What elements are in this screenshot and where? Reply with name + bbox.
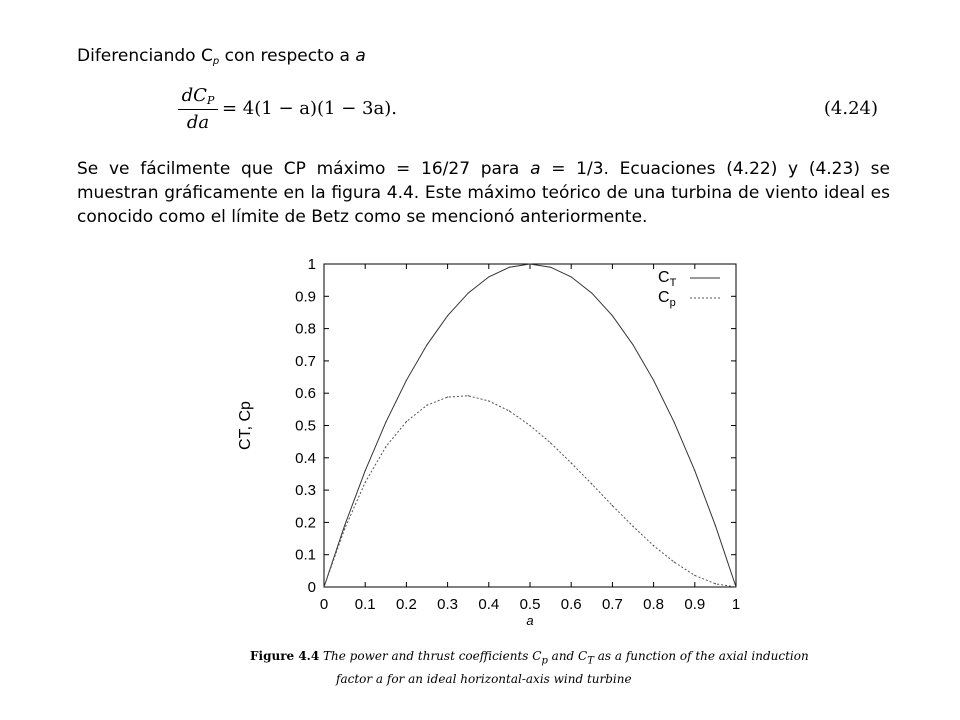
x-tick-label: 1 (731, 596, 741, 613)
x-axis-label: a (526, 613, 534, 628)
data-point-cp (529, 425, 530, 426)
data-point-cp (591, 483, 592, 484)
data-point-ct (488, 276, 489, 277)
data-point-cp (426, 405, 427, 406)
data-point-ct (406, 380, 407, 381)
y-tick-label: 1 (307, 256, 316, 273)
data-point-cp (550, 442, 551, 443)
data-point-ct (612, 315, 613, 316)
data-point-cp (344, 528, 345, 529)
x-tick-label: 0.5 (519, 596, 541, 613)
data-point-cp (468, 395, 469, 396)
x-tick-label: 0.2 (395, 596, 417, 613)
intro-text: Diferenciando C (77, 46, 213, 66)
data-point-ct (385, 422, 386, 423)
y-tick-label: 0.3 (295, 482, 316, 500)
data-point-cp (571, 462, 572, 463)
data-point-ct (571, 276, 572, 277)
data-point-cp (612, 505, 613, 506)
y-tick-label: 0.8 (295, 320, 316, 338)
intro-rest: con respecto a (219, 46, 356, 66)
paragraph-part1: Se ve fácilmente que CP máximo = 16/27 para (77, 159, 531, 179)
data-point-ct (632, 344, 633, 345)
data-point-ct (529, 263, 530, 264)
data-point-cp (385, 446, 386, 447)
data-point-ct (468, 292, 469, 293)
legend-label-cp: $C_p$ (658, 289, 676, 309)
data-point-cp (447, 396, 448, 397)
equation-rhs: = 4(1 − a)(1 − 3a). (222, 98, 397, 119)
legend-label-ct: $C_T$ (658, 269, 677, 289)
data-point-ct (509, 267, 510, 268)
x-tick-label: 0.4 (478, 596, 500, 613)
series-line-cp (324, 396, 736, 587)
x-tick-label: 0.1 (354, 596, 376, 613)
paragraph-part2: = 1/3. Ecuaciones (4.22) y (4.23) se muestran gráficamente en la figura 4.4. Este máximo teórico de una turbina de viento ideal es conocido como el límite de Betz como se mencionó anteriormente. (77, 159, 890, 227)
x-tick-label: 0 (319, 596, 329, 613)
y-tick-label: 0.5 (295, 417, 316, 435)
data-point-ct (694, 470, 695, 471)
data-point-cp (735, 586, 736, 587)
data-point-cp (509, 410, 510, 411)
data-point-cp (653, 545, 654, 546)
caption-sub-p: p (541, 655, 548, 667)
data-point-ct (591, 292, 592, 293)
data-point-cp (674, 562, 675, 563)
y-tick-label: 0.7 (295, 352, 316, 370)
data-point-cp (406, 421, 407, 422)
data-point-cp (694, 575, 695, 576)
caption-sub-t: T (587, 655, 594, 667)
y-tick-label: 0.9 (295, 288, 316, 306)
data-point-ct (344, 525, 345, 526)
figure-caption: Figure 4.4 The power and thrust coefficients $C_p$ and $C_T$ as a function of the axial induction factor a for an ideal horizontal-axis wind turbine (250, 647, 850, 689)
data-point-cp (715, 583, 716, 584)
x-tick-label: 0.3 (437, 596, 459, 613)
x-tick-label: 0.9 (684, 596, 706, 613)
fraction-numerator: $dC_P$ (181, 85, 215, 107)
y-tick-label: 0.6 (295, 385, 316, 403)
data-point-cp (632, 526, 633, 527)
x-tick-label: 0.8 (643, 596, 665, 613)
y-tick-label: 0.4 (295, 449, 316, 467)
x-tick-label: 0.6 (560, 596, 582, 613)
data-point-ct (674, 422, 675, 423)
data-point-cp (365, 482, 366, 483)
data-point-ct (550, 267, 551, 268)
numerator-subscript: P (206, 94, 215, 107)
data-point-ct (715, 525, 716, 526)
y-tick-label: 0.1 (295, 546, 316, 564)
paragraph-variable: a (530, 159, 541, 179)
x-tick-label: 0.7 (601, 596, 623, 613)
y-tick-label: 0.2 (295, 514, 316, 532)
y-tick-label: 0 (307, 579, 316, 596)
data-point-cp (323, 586, 324, 587)
data-point-ct (653, 380, 654, 381)
equation-number: (4.24) (823, 98, 878, 119)
intro-subscript: p (212, 56, 220, 67)
caption-label: Figure 4.4 (250, 649, 320, 663)
data-point-ct (447, 315, 448, 316)
fraction-denominator: da (186, 112, 210, 133)
y-axis-label: CT, Cp (237, 401, 254, 450)
intro-variable: a (355, 46, 366, 66)
data-point-cp (488, 400, 489, 401)
data-point-ct (426, 344, 427, 345)
data-point-ct (365, 470, 366, 471)
caption-line2: factor a for an ideal horizontal-axis wind turbine (336, 672, 632, 687)
